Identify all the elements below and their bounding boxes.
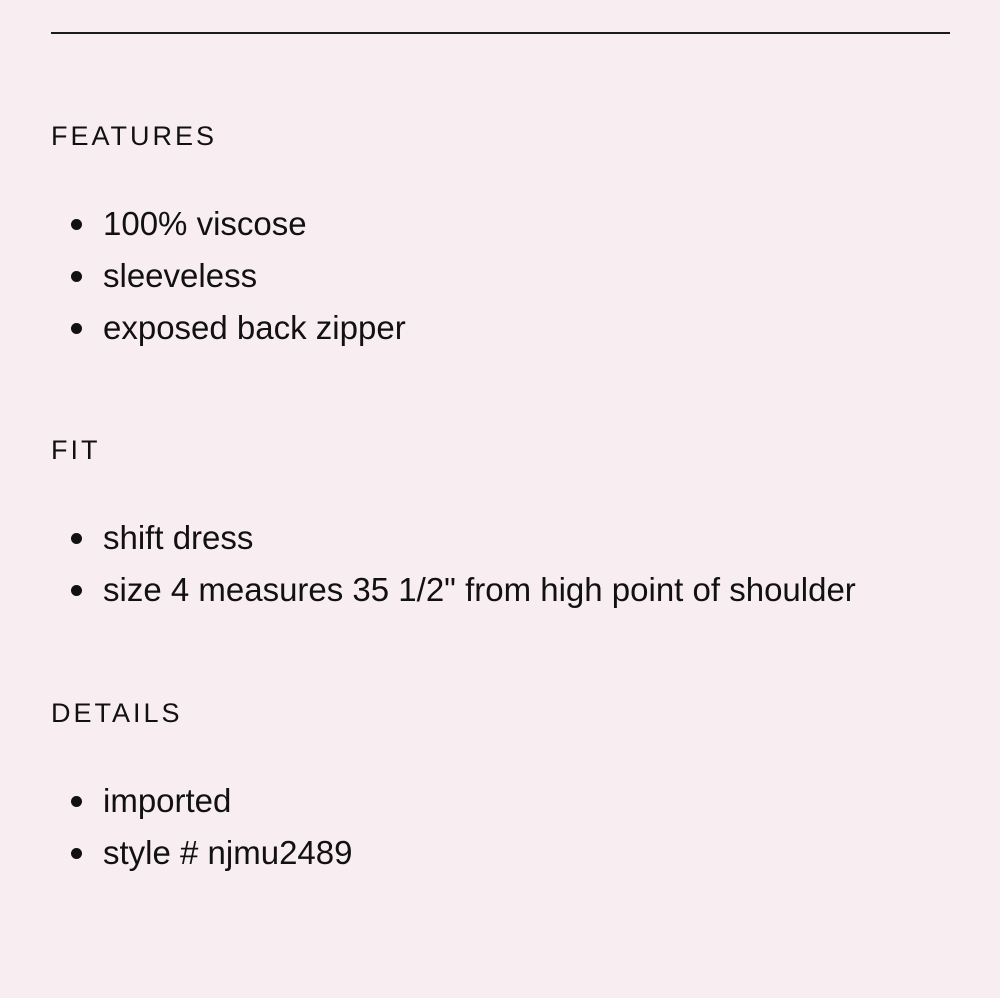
details-list — [51, 775, 971, 879]
features-list — [51, 198, 971, 354]
fit-section — [51, 437, 971, 616]
list-item-text: sleeveless — [103, 257, 258, 294]
details-heading: DETAILS — [51, 698, 183, 728]
bullet-icon — [71, 219, 82, 230]
fit-heading: FIT — [51, 435, 101, 465]
list-item — [51, 512, 971, 564]
features-heading: FEATURES — [51, 121, 218, 151]
list-item — [51, 775, 971, 827]
bullet-icon — [71, 323, 82, 334]
list-item — [51, 302, 971, 354]
top-divider — [51, 32, 950, 34]
list-item — [51, 198, 971, 250]
bullet-icon — [71, 271, 82, 282]
bullet-icon — [71, 585, 82, 596]
details-section — [51, 700, 971, 879]
list-item-text: size 4 measures 35 1/2" from high point of shoulder — [103, 571, 856, 608]
bullet-icon — [71, 796, 82, 807]
list-item-text: exposed back zipper — [103, 309, 406, 346]
features-section — [51, 123, 971, 354]
bullet-icon — [71, 533, 82, 544]
bullet-icon — [71, 848, 82, 859]
list-item — [51, 827, 971, 879]
list-item-text: 100% viscose — [103, 205, 307, 242]
list-item-text: imported — [103, 782, 232, 819]
list-item — [51, 564, 971, 616]
list-item — [51, 250, 971, 302]
list-item-text: shift dress — [103, 519, 254, 556]
list-item-text: style # njmu2489 — [103, 834, 353, 871]
fit-list — [51, 512, 971, 616]
